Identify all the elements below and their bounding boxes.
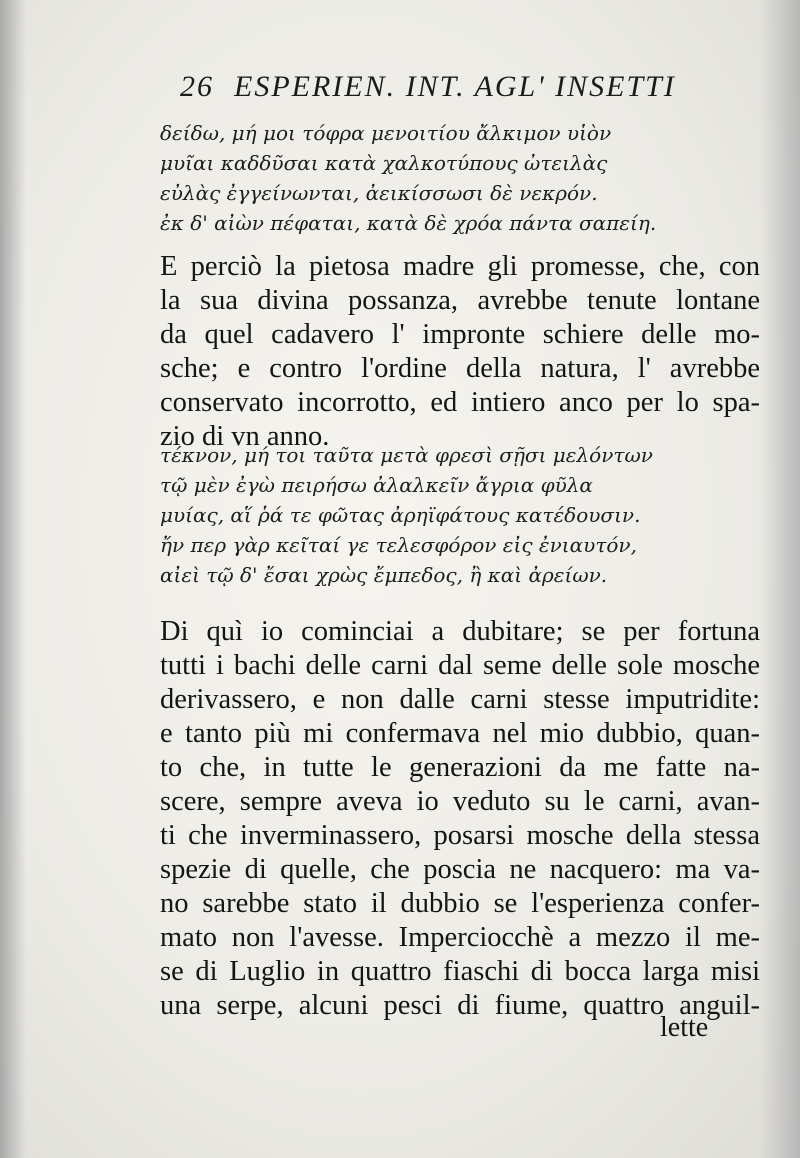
text-line: no sarebbe stato il dubbio se l'esperienza confer- [160, 888, 760, 919]
greek-line: τῷ μὲν ἐγὼ πειρήσω ἀλαλκεῖν ἄγρια φῦλα [160, 473, 593, 497]
greek-verse-block-1 [160, 118, 740, 238]
text-line: tutti i bachi delle carni dal seme delle sole mosche [160, 650, 760, 681]
text-line: zio di vn anno. [160, 421, 330, 452]
greek-line: αἰεὶ τῷ δ' ἔσαι χρὼς ἔμπεδος, ἢ καὶ ἀρείων. [160, 563, 608, 587]
running-title: ESPERIEN. INT. AGL' INSETTI [234, 70, 676, 103]
greek-line: ἐκ δ' αἰὼν πέφαται, κατὰ δὲ χρόα πάντα σαπείη. [160, 211, 657, 235]
text-line: conservato incorrotto, ed intiero anco per lo spa- [160, 387, 760, 418]
greek-line: ἤν περ γὰρ κεῖταί γε τελεσφόρον εἰς ἐνιαυτόν, [160, 533, 637, 557]
text-line: spezie di quelle, che poscia ne nacquero: ma va- [160, 854, 760, 885]
text-line: to che, in tutte le generazioni da me fatte na- [160, 752, 760, 783]
greek-line: μυίας, αἵ ῥά τε φῶτας ἀρηϊφάτους κατέδουσιν. [160, 503, 641, 527]
greek-verse-block-2 [160, 440, 740, 590]
edge-shadow [760, 0, 800, 1158]
greek-line: τέκνον, μή τοι ταῦτα μετὰ φρεσὶ σῇσι μελόντων [160, 443, 653, 467]
text-line: sche; e contro l'ordine della natura, l' avrebbe [160, 353, 760, 384]
gutter-shadow [0, 0, 26, 1158]
text-line: e tanto più mi confermava nel mio dubbio, quan- [160, 718, 760, 749]
text-line: E perciò la pietosa madre gli promesse, che, con [160, 251, 760, 282]
greek-line: εὐλὰς ἐγγείνωνται, ἀεικίσσωσι δὲ νεκρόν. [160, 181, 598, 205]
paragraph-2 [160, 615, 760, 1023]
text-line: Di quì io cominciai a dubitare; se per fortuna [160, 616, 760, 647]
text-line: da quel cadavero l' impronte schiere delle mo- [160, 319, 760, 350]
text-line: scere, sempre aveva io veduto su le carni, avan- [160, 786, 760, 817]
text-line: ti che inverminassero, posarsi mosche della stessa [160, 820, 760, 851]
text-line: mato non l'avesse. Imperciocchè a mezzo il me- [160, 922, 760, 953]
catchword: lette [660, 1012, 709, 1043]
text-line: derivassero, e non dalle carni stesse imputridite: [160, 684, 760, 715]
running-header [180, 70, 700, 110]
text-line: se di Luglio in quattro fiaschi di bocca larga misi [160, 956, 760, 987]
page-number: 26 [180, 70, 214, 103]
text-line: la sua divina possanza, avrebbe tenute lontane [160, 285, 760, 316]
text-line: una serpe, alcuni pesci di fiume, quattro anguil- [160, 990, 760, 1021]
paragraph-1 [160, 250, 760, 454]
greek-line: μυῖαι καδδῦσαι κατὰ χαλκοτύπους ὠτειλὰς [160, 151, 608, 175]
greek-line: δείδω, μή μοι τόφρα μενοιτίου ἄλκιμον υἱὸν [160, 121, 612, 145]
